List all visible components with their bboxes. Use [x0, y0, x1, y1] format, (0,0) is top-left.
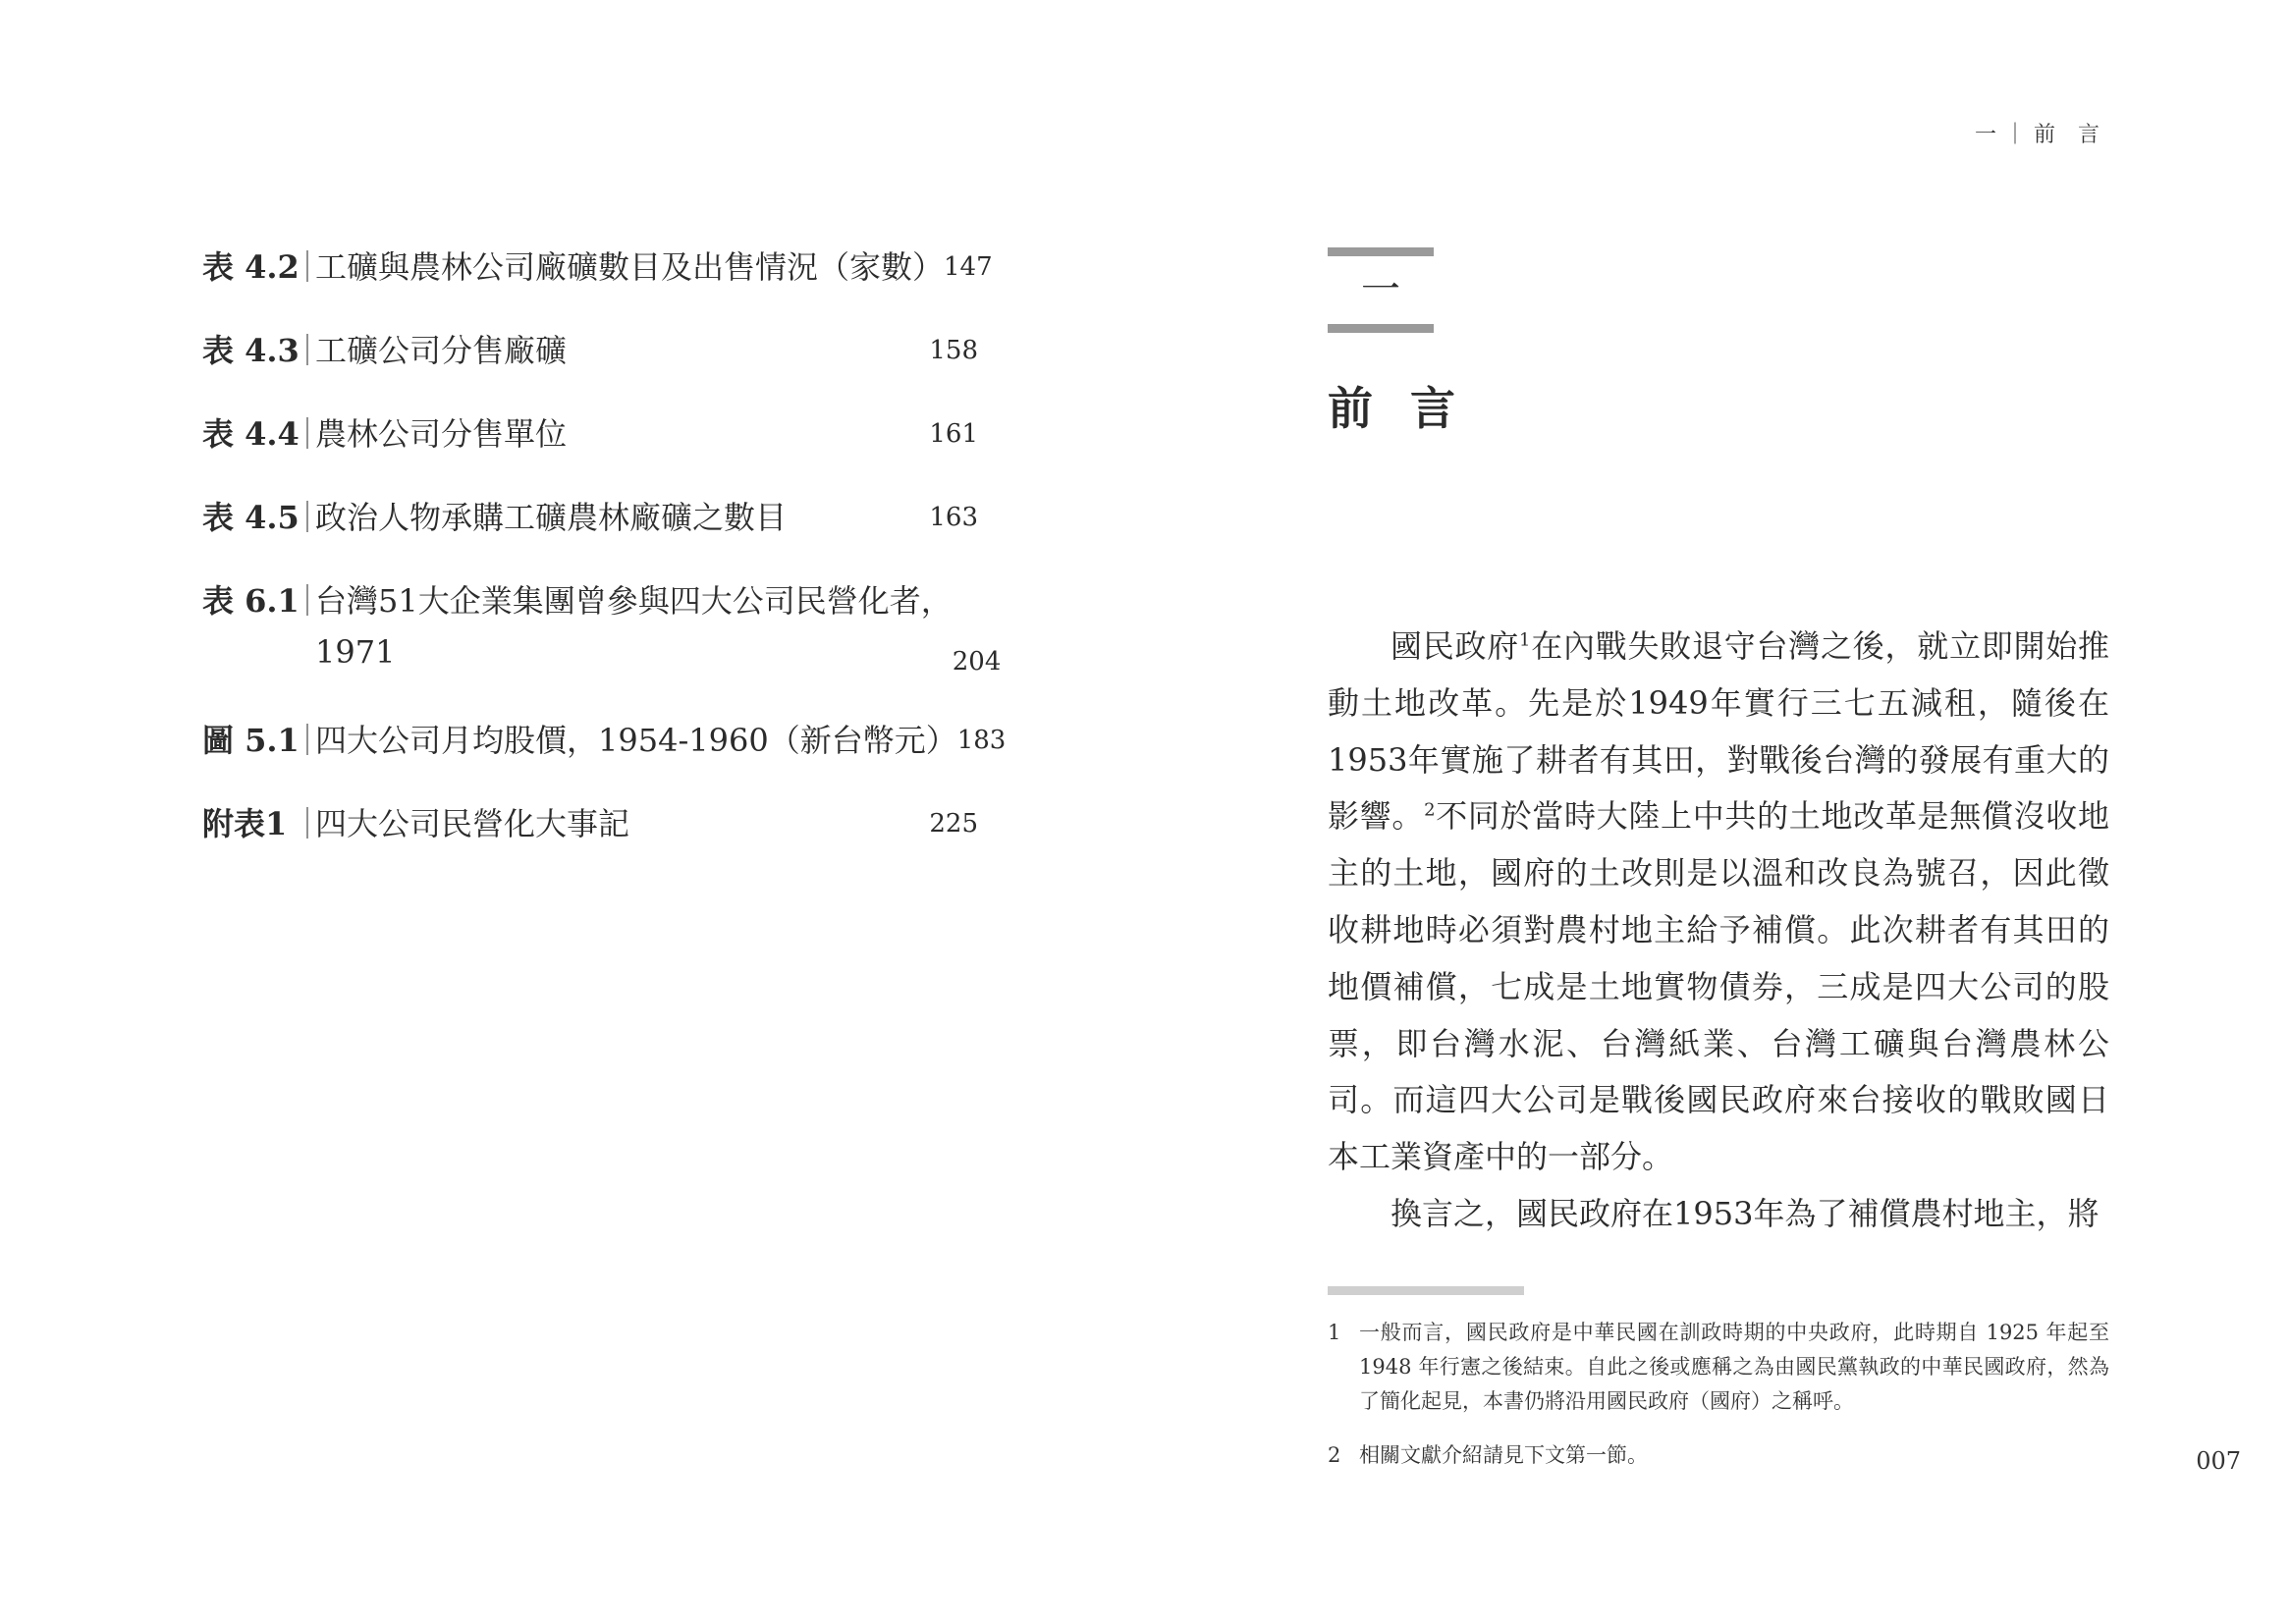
- text-run: 在內戰失敗退守台灣之後，就立即開始推動土地改革。先是於1949年實行三七五減租，隨後在1953年實施了耕者有其田，對戰後台灣的發展有重大的影響。: [1328, 627, 2109, 836]
- footnote-ref[interactable]: 1: [1519, 629, 1531, 651]
- toc-separator: ｜: [292, 805, 324, 842]
- toc-title: 政治人物承購工礦農林廠礦之數目: [315, 499, 788, 536]
- footnote-divider: [1328, 1286, 1524, 1295]
- paragraph: 換言之，國民政府在1953年為了補償農村地主，將: [1390, 1194, 2099, 1232]
- toc-entry[interactable]: [202, 242, 993, 325]
- chapter-title: 前言: [1328, 382, 1493, 435]
- footnote: [1328, 1316, 2109, 1419]
- toc-title: 四大公司民營化大事記: [315, 805, 630, 842]
- toc-label: 表 6.1: [202, 582, 300, 620]
- page-number: 007: [2196, 1447, 2241, 1475]
- toc-entry[interactable]: [202, 408, 978, 492]
- toc-title: [315, 575, 953, 677]
- toc-title: 工礦與農林公司廠礦數目及出售情況（家數）: [315, 248, 945, 286]
- footnote-number: 2: [1328, 1443, 1341, 1467]
- toc-label: 圖 5.1: [202, 722, 300, 759]
- toc-page-number: 161: [929, 419, 978, 449]
- toc-page-number: 147: [944, 252, 993, 282]
- toc-label: 表 4.3: [202, 332, 300, 369]
- toc-separator: ｜: [292, 415, 324, 453]
- text-run: 國民政府: [1390, 627, 1520, 665]
- toc-separator: ｜: [292, 722, 324, 759]
- toc-entry[interactable]: [202, 715, 1007, 798]
- paragraph: [1328, 619, 2109, 1186]
- toc-label: 表 4.2: [202, 248, 300, 286]
- toc-entry[interactable]: [202, 575, 1002, 715]
- footnote: [1328, 1438, 2109, 1473]
- toc-page-number: 158: [929, 336, 978, 365]
- toc-title: 四大公司月均股價，1954-1960（新台幣元）: [315, 722, 957, 759]
- table-list: [202, 242, 1007, 882]
- toc-label: 表 4.4: [202, 415, 300, 453]
- toc-label: 附表1: [202, 805, 288, 842]
- footnotes: [1328, 1316, 2109, 1492]
- toc-page-number: 225: [929, 809, 978, 839]
- toc-page-number: 204: [952, 647, 1002, 677]
- toc-entry[interactable]: [202, 492, 978, 575]
- footnote-text: 一般而言，國民政府是中華民國在訓政時期的中央政府，此時期自 1925 年起至 1948 年行憲之後結束。自此之後或應稱之為由國民黨執政的中華民國政府，然為了簡化起見，本書仍將沿用國民政府（國府）之稱呼。: [1359, 1321, 2109, 1413]
- toc-page-number: 183: [956, 726, 1007, 755]
- toc-separator: ｜: [292, 332, 324, 369]
- footnote-text: 相關文獻介紹請見下文第一節。: [1359, 1443, 1648, 1467]
- toc-title-line: 1971: [315, 633, 396, 671]
- toc-label: 表 4.5: [202, 499, 300, 536]
- toc-separator: ｜: [292, 499, 324, 536]
- toc-title: 農林公司分售單位: [315, 415, 568, 453]
- chapter-marker: [1328, 247, 1434, 336]
- footnote-number: 1: [1328, 1321, 1341, 1344]
- chapter-rule-top: [1328, 247, 1434, 256]
- running-header: 一｜前 言: [1975, 123, 2107, 147]
- body-text: [1328, 619, 2109, 1243]
- chapter-number: 一: [1361, 267, 1400, 312]
- right-page: [1145, 0, 2290, 1624]
- text-run: 不同於當時大陸上中共的土地改革是無償沒收地主的土地，國府的土改則是以溫和改良為號召，因此徵收耕地時必須對農村地主給予補償。此次耕者有其田的地價補償，七成是土地實物債券，三成是四大公司的股票，即台灣水泥、台灣紙業、台灣工礦與台灣農林公司。而這四大公司是戰後國民政府來台接收的戰敗國日本工業資產中的一部分。: [1328, 797, 2109, 1176]
- toc-separator: ｜: [292, 248, 324, 286]
- chapter-rule-bottom: [1328, 324, 1434, 333]
- footnote-ref[interactable]: 2: [1424, 799, 1436, 821]
- toc-page-number: 163: [929, 503, 978, 532]
- toc-separator: ｜: [292, 582, 324, 620]
- toc-title-line: 台灣51大企業集團曾參與四大公司民營化者，: [315, 582, 953, 620]
- toc-title: 工礦公司分售廠礦: [315, 332, 568, 369]
- toc-entry[interactable]: [202, 325, 978, 408]
- toc-entry[interactable]: [202, 798, 978, 882]
